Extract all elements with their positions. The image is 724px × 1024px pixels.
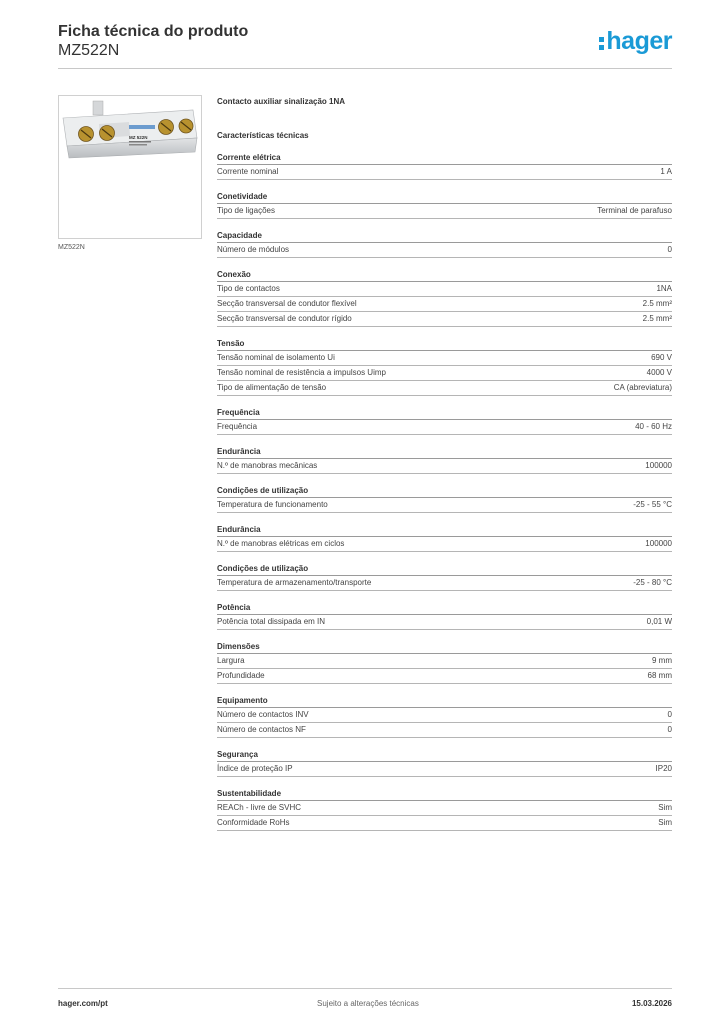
- spec-label: N.º de manobras mecânicas: [217, 461, 318, 470]
- spec-row: [217, 816, 672, 831]
- section-title: Segurança: [217, 749, 672, 762]
- spec-value: -25 - 80 °C: [633, 578, 672, 587]
- spec-value: Sim: [658, 818, 672, 827]
- spec-row: [217, 243, 672, 258]
- product-code: MZ522N: [58, 42, 120, 59]
- spec-label: Tipo de alimentação de tensão: [217, 383, 327, 392]
- section-title: Dimensões: [217, 641, 672, 654]
- spec-section: [217, 749, 672, 777]
- spec-row: [217, 459, 672, 474]
- spec-label: Tensão nominal de isolamento Ui: [217, 353, 335, 362]
- footer-website-link[interactable]: hager.com/pt: [58, 999, 108, 1008]
- footer-notice: Sujeito a alterações técnicas: [317, 999, 419, 1008]
- spec-value: Terminal de parafuso: [597, 206, 672, 215]
- spec-section: [217, 446, 672, 474]
- spec-value: 1 A: [660, 167, 672, 176]
- footer-divider: [58, 988, 672, 989]
- spec-value: 100000: [645, 539, 672, 548]
- spec-section: [217, 524, 672, 552]
- spec-label: Temperatura de funcionamento: [217, 500, 328, 509]
- spec-label: Largura: [217, 656, 245, 665]
- spec-row: [217, 615, 672, 630]
- spec-section: [217, 563, 672, 591]
- auxiliary-contact-illustration: [59, 96, 201, 238]
- spec-row: [217, 165, 672, 180]
- spec-row: [217, 801, 672, 816]
- spec-value: 0: [667, 710, 672, 719]
- spec-value: 2.5 mm²: [642, 314, 672, 323]
- spec-value: 0: [667, 725, 672, 734]
- spec-value: 0: [667, 245, 672, 254]
- section-title: Capacidade: [217, 230, 672, 243]
- section-title: Condições de utilização: [217, 485, 672, 498]
- spec-row: [217, 204, 672, 219]
- spec-label: Corrente nominal: [217, 167, 279, 176]
- spec-section: [217, 407, 672, 435]
- spec-label: Temperatura de armazenamento/transporte: [217, 578, 372, 587]
- product-specs: [217, 96, 672, 842]
- spec-label: Tensão nominal de resistência a impulsos Uimp: [217, 368, 386, 377]
- product-title: Contacto auxiliar sinalização 1NA: [217, 97, 346, 106]
- section-title: Potência: [217, 602, 672, 615]
- section-title: Conetividade: [217, 191, 672, 204]
- spec-label: Tipo de contactos: [217, 284, 280, 293]
- spec-row: [217, 282, 672, 297]
- spec-value: Sim: [658, 803, 672, 812]
- page-title: Ficha técnica do produto: [58, 23, 249, 40]
- section-title: Endurância: [217, 524, 672, 537]
- spec-label: REACh - livre de SVHC: [217, 803, 302, 812]
- spec-value: -25 - 55 °C: [633, 500, 672, 509]
- device-label: MZ 522N: [129, 135, 148, 140]
- header-divider: [58, 68, 672, 69]
- spec-row: [217, 381, 672, 396]
- spec-row: [217, 708, 672, 723]
- spec-section: [217, 641, 672, 684]
- logo-dots-icon: [599, 35, 604, 50]
- spec-row: [217, 498, 672, 513]
- section-title: Equipamento: [217, 695, 672, 708]
- spec-label: Frequência: [217, 422, 258, 431]
- spec-value: 2.5 mm²: [642, 299, 672, 308]
- spec-value: 68 mm: [647, 671, 672, 680]
- spec-section: [217, 788, 672, 831]
- section-title: Endurância: [217, 446, 672, 459]
- spec-row: [217, 420, 672, 435]
- spec-section: [217, 338, 672, 396]
- logo-text: hager: [606, 27, 672, 55]
- spec-label: N.º de manobras elétricas em ciclos: [217, 539, 345, 548]
- spec-row: [217, 654, 672, 669]
- section-title: Frequência: [217, 407, 672, 420]
- spec-sections: [217, 152, 672, 831]
- section-title: Conexão: [217, 269, 672, 282]
- spec-label: Conformidade RoHs: [217, 818, 290, 827]
- spec-section: [217, 269, 672, 327]
- spec-row: [217, 366, 672, 381]
- spec-row: [217, 762, 672, 777]
- characteristics-title: Características técnicas: [217, 131, 309, 140]
- spec-value: CA (abreviatura): [613, 383, 672, 392]
- spec-value: 4000 V: [646, 368, 672, 377]
- spec-label: Secção transversal de condutor rígido: [217, 314, 352, 323]
- spec-row: [217, 297, 672, 312]
- spec-row: [217, 669, 672, 684]
- spec-value: 100000: [645, 461, 672, 470]
- spec-label: Índice de proteção IP: [217, 764, 293, 773]
- image-caption: MZ522N: [58, 244, 85, 251]
- spec-section: [217, 152, 672, 180]
- spec-section: [217, 695, 672, 738]
- spec-value: 0,01 W: [646, 617, 672, 626]
- spec-value: 1NA: [656, 284, 672, 293]
- spec-label: Potência total dissipada em IN: [217, 617, 326, 626]
- spec-value: 40 - 60 Hz: [635, 422, 672, 431]
- spec-label: Número de contactos NF: [217, 725, 306, 734]
- section-title: Corrente elétrica: [217, 152, 672, 165]
- spec-label: Profundidade: [217, 671, 265, 680]
- section-title: Sustentabilidade: [217, 788, 672, 801]
- spec-row: [217, 351, 672, 366]
- spec-value: IP20: [655, 764, 672, 773]
- product-image: [58, 95, 202, 239]
- footer-date: 15.03.2026: [631, 999, 672, 1008]
- section-title: Condições de utilização: [217, 563, 672, 576]
- spec-label: Secção transversal de condutor flexível: [217, 299, 357, 308]
- spec-section: [217, 485, 672, 513]
- spec-value: 9 mm: [652, 656, 672, 665]
- section-title: Tensão: [217, 338, 672, 351]
- spec-label: Número de contactos INV: [217, 710, 309, 719]
- spec-row: [217, 537, 672, 552]
- spec-label: Número de módulos: [217, 245, 290, 254]
- spec-label: Tipo de ligações: [217, 206, 275, 215]
- spec-row: [217, 576, 672, 591]
- spec-row: [217, 723, 672, 738]
- spec-section: [217, 191, 672, 219]
- spec-section: [217, 602, 672, 630]
- spec-row: [217, 312, 672, 327]
- hager-logo[interactable]: [599, 26, 672, 56]
- spec-section: [217, 230, 672, 258]
- spec-value: 690 V: [651, 353, 672, 362]
- page-header: [58, 22, 672, 68]
